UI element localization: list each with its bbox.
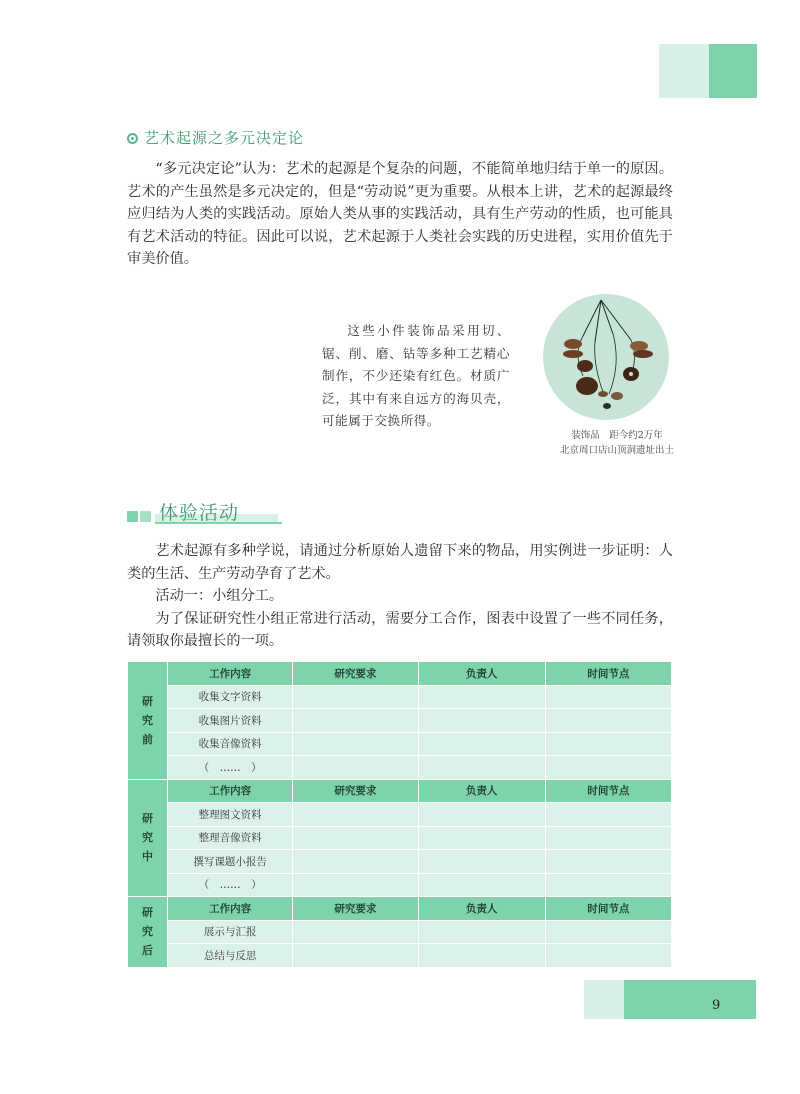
blank-cell[interactable] (418, 920, 545, 944)
blank-cell[interactable] (545, 826, 671, 850)
blank-cell[interactable] (293, 920, 418, 944)
table-row (128, 685, 672, 709)
blank-cell[interactable] (293, 756, 418, 780)
table-header: 研究要求 (293, 662, 418, 686)
blank-cell[interactable] (293, 873, 418, 897)
photo-caption-line2: 北京周口店山顶洞遗址出土 (559, 445, 674, 456)
task-cell: 收集音像资料 (168, 732, 293, 756)
blank-cell[interactable] (545, 756, 671, 780)
table-row (128, 803, 672, 827)
table-header: 工作内容 (168, 662, 293, 686)
blank-cell[interactable] (293, 685, 418, 709)
blank-cell[interactable] (418, 685, 545, 709)
table-row (128, 826, 672, 850)
table-header: 负责人 (418, 779, 545, 803)
stage-label (128, 897, 168, 968)
page-number: 9 (712, 998, 721, 1013)
table-header: 时间节点 (545, 779, 671, 803)
stage-label-text: 研 究 前 (142, 694, 154, 746)
blank-cell[interactable] (293, 826, 418, 850)
photo-caption-line1: 装饰品 距今约2万年 (571, 430, 663, 441)
blank-cell[interactable] (418, 756, 545, 780)
heading-square-icon (127, 511, 138, 522)
table-header: 工作内容 (168, 779, 293, 803)
activity-intro: 艺术起源有多种学说，请通过分析原始人遗留下来的物品，用实例进一步证明：人类的生活、生产劳动孕育了艺术。 (127, 543, 673, 582)
blank-cell[interactable] (545, 850, 671, 874)
section-heading (127, 127, 304, 148)
circle-bullet-icon (127, 133, 138, 144)
table-header: 研究要求 (293, 897, 418, 921)
task-cell: （ …… ） (168, 873, 293, 897)
table-header: 时间节点 (545, 662, 671, 686)
blank-cell[interactable] (545, 873, 671, 897)
task-cell: 收集文字资料 (168, 685, 293, 709)
task-cell: （ …… ） (168, 756, 293, 780)
corner-tab-dark (709, 44, 757, 98)
stage-label-text: 研 究 后 (142, 906, 154, 958)
task-cell: 撰写课题小报告 (168, 850, 293, 874)
table-row (128, 850, 672, 874)
task-cell: 展示与汇报 (168, 920, 293, 944)
blank-cell[interactable] (545, 920, 671, 944)
blank-cell[interactable] (545, 685, 671, 709)
table-header: 时间节点 (545, 897, 671, 921)
ornament-photo (543, 294, 669, 420)
activity-step: 活动一：小组分工。 (155, 588, 284, 605)
footer-tab-dark (624, 980, 756, 1019)
task-cell: 整理图文资料 (168, 803, 293, 827)
photo-caption (552, 428, 682, 458)
stage-label (128, 662, 168, 780)
body-paragraph (127, 158, 673, 271)
task-cell: 总结与反思 (168, 944, 293, 968)
table-header: 研究要求 (293, 779, 418, 803)
blank-cell[interactable] (545, 803, 671, 827)
task-table (127, 661, 672, 968)
table-row (128, 756, 672, 780)
table-row (128, 873, 672, 897)
heading-square-icon (140, 511, 151, 522)
table-header: 负责人 (418, 897, 545, 921)
blank-cell[interactable] (418, 850, 545, 874)
corner-tab-light (659, 44, 709, 98)
task-cell: 整理音像资料 (168, 826, 293, 850)
ornament-caption (322, 320, 510, 433)
blank-cell[interactable] (293, 944, 418, 968)
table-header: 工作内容 (168, 897, 293, 921)
table-row (128, 709, 672, 733)
activity-body (127, 540, 673, 653)
blank-cell[interactable] (418, 873, 545, 897)
stage-label (128, 779, 168, 897)
table-row (128, 897, 672, 921)
table-row (128, 779, 672, 803)
caption-text: 这些小件装饰品采用切、锯、削、磨、钻等多种工艺精心制作，不少还染有红色。材质广泛，其中有来自远方的海贝壳，可能属于交换所得。 (322, 323, 510, 428)
blank-cell[interactable] (545, 709, 671, 733)
task-cell: 收集图片资料 (168, 709, 293, 733)
blank-cell[interactable] (418, 826, 545, 850)
blank-cell[interactable] (418, 709, 545, 733)
table-header: 负责人 (418, 662, 545, 686)
table-row (128, 662, 672, 686)
activity-step-desc: 为了保证研究性小组正常进行活动，需要分工合作，图表中设置了一些不同任务，请领取你最擅长的一项。 (127, 610, 673, 650)
blank-cell[interactable] (293, 732, 418, 756)
table-row (128, 732, 672, 756)
table-row (128, 920, 672, 944)
blank-cell[interactable] (418, 732, 545, 756)
blank-cell[interactable] (293, 803, 418, 827)
section-heading-text: 艺术起源之多元决定论 (144, 129, 305, 147)
blank-cell[interactable] (418, 944, 545, 968)
blank-cell[interactable] (293, 709, 418, 733)
blank-cell[interactable] (293, 850, 418, 874)
table-row (128, 944, 672, 968)
blank-cell[interactable] (418, 803, 545, 827)
stage-label-text: 研 究 中 (142, 812, 154, 864)
footer-tab-light (584, 980, 624, 1019)
activity-heading-text: 体验活动 (155, 498, 282, 524)
blank-cell[interactable] (545, 732, 671, 756)
paragraph-text: “多元决定论”认为：艺术的起源是个复杂的问题，不能简单地归结于单一的原因。艺术的产生虽然是多元决定的，但是“劳动说”更为重要。从根本上讲，艺术的起源最终应归结为人类的实践活动。原始人类从事的实践活动，具有生产劳动的性质，也可能具有艺术活动的特征。因此可以说，艺术起源于人类社会实践的历史进程，实用价值先于审美价值。 (127, 161, 673, 268)
blank-cell[interactable] (545, 944, 671, 968)
